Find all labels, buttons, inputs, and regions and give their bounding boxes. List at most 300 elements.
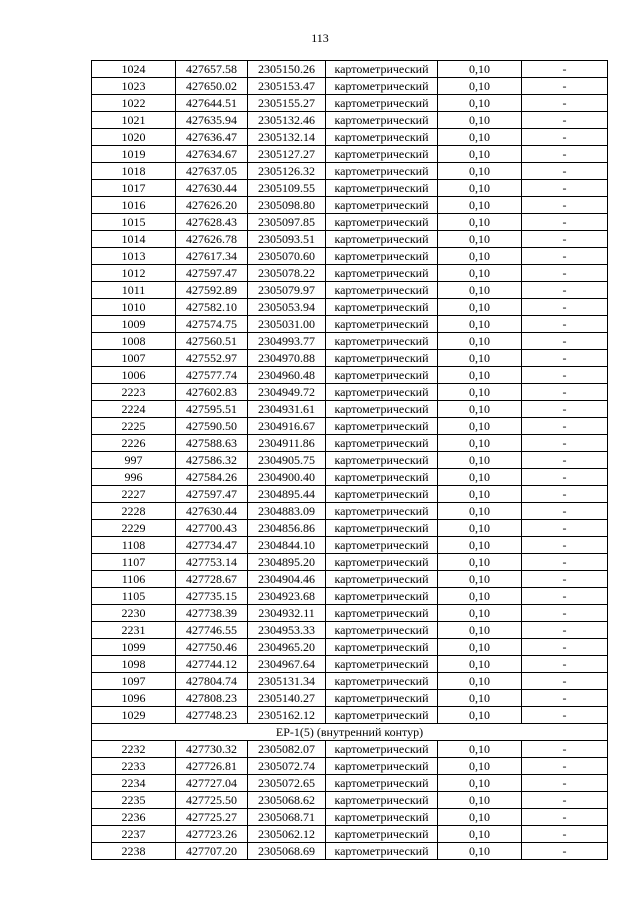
page-number: 113 — [311, 31, 329, 45]
table-row — [92, 333, 608, 350]
point-number-cell: 1106 — [92, 571, 176, 588]
description-cell: - — [522, 775, 608, 792]
accuracy-cell: 0,10 — [438, 231, 522, 248]
table-row — [92, 639, 608, 656]
description-cell: - — [522, 503, 608, 520]
x-coordinate-cell: 427644.51 — [176, 95, 248, 112]
table-row — [92, 809, 608, 826]
method-cell: картометрический — [326, 367, 438, 384]
accuracy-cell: 0,10 — [438, 350, 522, 367]
accuracy-cell: 0,10 — [438, 418, 522, 435]
y-coordinate-cell: 2305109.55 — [248, 180, 326, 197]
x-coordinate-cell: 427560.51 — [176, 333, 248, 350]
table-row — [92, 469, 608, 486]
point-number-cell: 1008 — [92, 333, 176, 350]
description-cell: - — [522, 112, 608, 129]
x-coordinate-cell: 427650.02 — [176, 78, 248, 95]
point-number-cell: 2229 — [92, 520, 176, 537]
table-row — [92, 673, 608, 690]
description-cell: - — [522, 452, 608, 469]
x-coordinate-cell: 427657.58 — [176, 61, 248, 78]
y-coordinate-cell: 2305126.32 — [248, 163, 326, 180]
point-number-cell: 1016 — [92, 197, 176, 214]
method-cell: картометрический — [326, 350, 438, 367]
point-number-cell: 1015 — [92, 214, 176, 231]
method-cell: картометрический — [326, 112, 438, 129]
table-row — [92, 452, 608, 469]
y-coordinate-cell: 2304895.20 — [248, 554, 326, 571]
y-coordinate-cell: 2305070.60 — [248, 248, 326, 265]
accuracy-cell: 0,10 — [438, 333, 522, 350]
table-body-outer-contour — [92, 61, 608, 724]
x-coordinate-cell: 427753.14 — [176, 554, 248, 571]
description-cell: - — [522, 418, 608, 435]
method-cell: картометрический — [326, 656, 438, 673]
x-coordinate-cell: 427636.47 — [176, 129, 248, 146]
accuracy-cell: 0,10 — [438, 639, 522, 656]
description-cell: - — [522, 605, 608, 622]
y-coordinate-cell: 2304970.88 — [248, 350, 326, 367]
description-cell: - — [522, 367, 608, 384]
accuracy-cell: 0,10 — [438, 197, 522, 214]
table-row — [92, 588, 608, 605]
accuracy-cell: 0,10 — [438, 622, 522, 639]
y-coordinate-cell: 2305150.26 — [248, 61, 326, 78]
description-cell: - — [522, 673, 608, 690]
y-coordinate-cell: 2304911.86 — [248, 435, 326, 452]
y-coordinate-cell: 2305153.47 — [248, 78, 326, 95]
point-number-cell: 2224 — [92, 401, 176, 418]
point-number-cell: 2223 — [92, 384, 176, 401]
point-number-cell: 1029 — [92, 707, 176, 724]
y-coordinate-cell: 2305162.12 — [248, 707, 326, 724]
point-number-cell: 1096 — [92, 690, 176, 707]
description-cell: - — [522, 282, 608, 299]
description-cell: - — [522, 265, 608, 282]
method-cell: картометрический — [326, 95, 438, 112]
y-coordinate-cell: 2305068.69 — [248, 843, 326, 860]
point-number-cell: 997 — [92, 452, 176, 469]
table-row — [92, 435, 608, 452]
method-cell: картометрический — [326, 333, 438, 350]
table-row — [92, 690, 608, 707]
description-cell: - — [522, 758, 608, 775]
y-coordinate-cell: 2304993.77 — [248, 333, 326, 350]
table-row — [92, 163, 608, 180]
point-number-cell: 1097 — [92, 673, 176, 690]
x-coordinate-cell: 427735.15 — [176, 588, 248, 605]
table-body-inner-contour — [92, 741, 608, 860]
method-cell: картометрический — [326, 299, 438, 316]
method-cell: картометрический — [326, 758, 438, 775]
x-coordinate-cell: 427744.12 — [176, 656, 248, 673]
method-cell: картометрический — [326, 452, 438, 469]
method-cell: картометрический — [326, 503, 438, 520]
point-number-cell: 1012 — [92, 265, 176, 282]
description-cell: - — [522, 384, 608, 401]
description-cell: - — [522, 180, 608, 197]
description-cell: - — [522, 350, 608, 367]
description-cell: - — [522, 316, 608, 333]
table-row — [92, 316, 608, 333]
method-cell: картометрический — [326, 639, 438, 656]
description-cell: - — [522, 401, 608, 418]
method-cell: картометрический — [326, 690, 438, 707]
y-coordinate-cell: 2304900.40 — [248, 469, 326, 486]
x-coordinate-cell: 427582.10 — [176, 299, 248, 316]
section-row — [92, 724, 608, 741]
y-coordinate-cell: 2305131.34 — [248, 673, 326, 690]
point-number-cell: 2226 — [92, 435, 176, 452]
point-number-cell: 1105 — [92, 588, 176, 605]
y-coordinate-cell: 2305098.80 — [248, 197, 326, 214]
table-row — [92, 554, 608, 571]
y-coordinate-cell: 2304953.33 — [248, 622, 326, 639]
point-number-cell: 1006 — [92, 367, 176, 384]
accuracy-cell: 0,10 — [438, 265, 522, 282]
accuracy-cell: 0,10 — [438, 792, 522, 809]
y-coordinate-cell: 2304856.86 — [248, 520, 326, 537]
y-coordinate-cell: 2305053.94 — [248, 299, 326, 316]
y-coordinate-cell: 2305132.14 — [248, 129, 326, 146]
method-cell: картометрический — [326, 384, 438, 401]
y-coordinate-cell: 2304905.75 — [248, 452, 326, 469]
point-number-cell: 2225 — [92, 418, 176, 435]
x-coordinate-cell: 427734.47 — [176, 537, 248, 554]
x-coordinate-cell: 427730.32 — [176, 741, 248, 758]
accuracy-cell: 0,10 — [438, 248, 522, 265]
description-cell: - — [522, 95, 608, 112]
y-coordinate-cell: 2304883.09 — [248, 503, 326, 520]
description-cell: - — [522, 197, 608, 214]
accuracy-cell: 0,10 — [438, 741, 522, 758]
description-cell: - — [522, 571, 608, 588]
y-coordinate-cell: 2305068.62 — [248, 792, 326, 809]
accuracy-cell: 0,10 — [438, 843, 522, 860]
y-coordinate-cell: 2304923.68 — [248, 588, 326, 605]
method-cell: картометрический — [326, 809, 438, 826]
point-number-cell: 2238 — [92, 843, 176, 860]
method-cell: картометрический — [326, 265, 438, 282]
method-cell: картометрический — [326, 146, 438, 163]
method-cell: картометрический — [326, 61, 438, 78]
table-row — [92, 112, 608, 129]
table-row — [92, 503, 608, 520]
method-cell: картометрический — [326, 78, 438, 95]
x-coordinate-cell: 427635.94 — [176, 112, 248, 129]
table-row — [92, 775, 608, 792]
accuracy-cell: 0,10 — [438, 112, 522, 129]
x-coordinate-cell: 427750.46 — [176, 639, 248, 656]
table-row — [92, 95, 608, 112]
point-number-cell: 1107 — [92, 554, 176, 571]
description-cell: - — [522, 537, 608, 554]
table-row — [92, 792, 608, 809]
description-cell: - — [522, 741, 608, 758]
x-coordinate-cell: 427707.20 — [176, 843, 248, 860]
method-cell: картометрический — [326, 843, 438, 860]
table-row — [92, 146, 608, 163]
table-row — [92, 299, 608, 316]
y-coordinate-cell: 2304895.44 — [248, 486, 326, 503]
table-row — [92, 741, 608, 758]
accuracy-cell: 0,10 — [438, 758, 522, 775]
accuracy-cell: 0,10 — [438, 537, 522, 554]
point-number-cell: 2230 — [92, 605, 176, 622]
accuracy-cell: 0,10 — [438, 316, 522, 333]
y-coordinate-cell: 2304960.48 — [248, 367, 326, 384]
table-row — [92, 248, 608, 265]
y-coordinate-cell: 2305068.71 — [248, 809, 326, 826]
method-cell: картометрический — [326, 316, 438, 333]
table-row — [92, 656, 608, 673]
y-coordinate-cell: 2304967.64 — [248, 656, 326, 673]
accuracy-cell: 0,10 — [438, 571, 522, 588]
x-coordinate-cell: 427637.05 — [176, 163, 248, 180]
y-coordinate-cell: 2305127.27 — [248, 146, 326, 163]
table-row — [92, 282, 608, 299]
y-coordinate-cell: 2304931.61 — [248, 401, 326, 418]
point-number-cell: 1007 — [92, 350, 176, 367]
description-cell: - — [522, 588, 608, 605]
x-coordinate-cell: 427725.50 — [176, 792, 248, 809]
y-coordinate-cell: 2305082.07 — [248, 741, 326, 758]
method-cell: картометрический — [326, 418, 438, 435]
accuracy-cell: 0,10 — [438, 690, 522, 707]
x-coordinate-cell: 427723.26 — [176, 826, 248, 843]
coordinates-table — [91, 60, 608, 860]
description-cell: - — [522, 656, 608, 673]
description-cell: - — [522, 792, 608, 809]
accuracy-cell: 0,10 — [438, 707, 522, 724]
x-coordinate-cell: 427748.23 — [176, 707, 248, 724]
point-number-cell: 2235 — [92, 792, 176, 809]
point-number-cell: 996 — [92, 469, 176, 486]
description-cell: - — [522, 707, 608, 724]
x-coordinate-cell: 427634.67 — [176, 146, 248, 163]
point-number-cell: 1010 — [92, 299, 176, 316]
y-coordinate-cell: 2305132.46 — [248, 112, 326, 129]
point-number-cell: 1013 — [92, 248, 176, 265]
table-row — [92, 180, 608, 197]
table-row — [92, 418, 608, 435]
accuracy-cell: 0,10 — [438, 299, 522, 316]
x-coordinate-cell: 427586.32 — [176, 452, 248, 469]
point-number-cell: 2227 — [92, 486, 176, 503]
method-cell: картометрический — [326, 622, 438, 639]
y-coordinate-cell: 2305062.12 — [248, 826, 326, 843]
x-coordinate-cell: 427626.20 — [176, 197, 248, 214]
method-cell: картометрический — [326, 707, 438, 724]
accuracy-cell: 0,10 — [438, 146, 522, 163]
table-row — [92, 401, 608, 418]
point-number-cell: 2236 — [92, 809, 176, 826]
table-row — [92, 537, 608, 554]
accuracy-cell: 0,10 — [438, 503, 522, 520]
y-coordinate-cell: 2305072.65 — [248, 775, 326, 792]
method-cell: картометрический — [326, 792, 438, 809]
method-cell: картометрический — [326, 826, 438, 843]
table-row — [92, 384, 608, 401]
method-cell: картометрический — [326, 197, 438, 214]
accuracy-cell: 0,10 — [438, 282, 522, 299]
point-number-cell: 2228 — [92, 503, 176, 520]
table-row — [92, 605, 608, 622]
point-number-cell: 1024 — [92, 61, 176, 78]
point-number-cell: 1022 — [92, 95, 176, 112]
point-number-cell: 2232 — [92, 741, 176, 758]
accuracy-cell: 0,10 — [438, 129, 522, 146]
x-coordinate-cell: 427804.74 — [176, 673, 248, 690]
x-coordinate-cell: 427808.23 — [176, 690, 248, 707]
y-coordinate-cell: 2305072.74 — [248, 758, 326, 775]
method-cell: картометрический — [326, 163, 438, 180]
method-cell: картометрический — [326, 129, 438, 146]
accuracy-cell: 0,10 — [438, 163, 522, 180]
point-number-cell: 1020 — [92, 129, 176, 146]
x-coordinate-cell: 427628.43 — [176, 214, 248, 231]
y-coordinate-cell: 2305155.27 — [248, 95, 326, 112]
x-coordinate-cell: 427725.27 — [176, 809, 248, 826]
point-number-cell: 1019 — [92, 146, 176, 163]
description-cell: - — [522, 622, 608, 639]
description-cell: - — [522, 214, 608, 231]
description-cell: - — [522, 435, 608, 452]
method-cell: картометрический — [326, 605, 438, 622]
x-coordinate-cell: 427630.44 — [176, 503, 248, 520]
accuracy-cell: 0,10 — [438, 656, 522, 673]
point-number-cell: 1021 — [92, 112, 176, 129]
description-cell: - — [522, 520, 608, 537]
point-number-cell: 1017 — [92, 180, 176, 197]
accuracy-cell: 0,10 — [438, 469, 522, 486]
description-cell: - — [522, 809, 608, 826]
y-coordinate-cell: 2305078.22 — [248, 265, 326, 282]
y-coordinate-cell: 2305031.00 — [248, 316, 326, 333]
accuracy-cell: 0,10 — [438, 78, 522, 95]
table-row — [92, 214, 608, 231]
y-coordinate-cell: 2305097.85 — [248, 214, 326, 231]
y-coordinate-cell: 2304916.67 — [248, 418, 326, 435]
accuracy-cell: 0,10 — [438, 61, 522, 78]
table-row — [92, 826, 608, 843]
table-row — [92, 231, 608, 248]
method-cell: картометрический — [326, 775, 438, 792]
description-cell: - — [522, 690, 608, 707]
x-coordinate-cell: 427574.75 — [176, 316, 248, 333]
accuracy-cell: 0,10 — [438, 435, 522, 452]
method-cell: картометрический — [326, 401, 438, 418]
description-cell: - — [522, 61, 608, 78]
x-coordinate-cell: 427746.55 — [176, 622, 248, 639]
accuracy-cell: 0,10 — [438, 401, 522, 418]
accuracy-cell: 0,10 — [438, 673, 522, 690]
x-coordinate-cell: 427597.47 — [176, 265, 248, 282]
table-row — [92, 367, 608, 384]
y-coordinate-cell: 2304965.20 — [248, 639, 326, 656]
description-cell: - — [522, 248, 608, 265]
method-cell: картометрический — [326, 554, 438, 571]
table-row — [92, 622, 608, 639]
point-number-cell: 1009 — [92, 316, 176, 333]
description-cell: - — [522, 78, 608, 95]
accuracy-cell: 0,10 — [438, 554, 522, 571]
x-coordinate-cell: 427590.50 — [176, 418, 248, 435]
accuracy-cell: 0,10 — [438, 486, 522, 503]
x-coordinate-cell: 427597.47 — [176, 486, 248, 503]
method-cell: картометрический — [326, 673, 438, 690]
accuracy-cell: 0,10 — [438, 775, 522, 792]
point-number-cell: 2237 — [92, 826, 176, 843]
accuracy-cell: 0,10 — [438, 520, 522, 537]
x-coordinate-cell: 427592.89 — [176, 282, 248, 299]
x-coordinate-cell: 427630.44 — [176, 180, 248, 197]
method-cell: картометрический — [326, 180, 438, 197]
point-number-cell: 2234 — [92, 775, 176, 792]
method-cell: картометрический — [326, 248, 438, 265]
description-cell: - — [522, 231, 608, 248]
accuracy-cell: 0,10 — [438, 180, 522, 197]
y-coordinate-cell: 2304949.72 — [248, 384, 326, 401]
method-cell: картометрический — [326, 231, 438, 248]
x-coordinate-cell: 427726.81 — [176, 758, 248, 775]
method-cell: картометрический — [326, 435, 438, 452]
y-coordinate-cell: 2304904.46 — [248, 571, 326, 588]
method-cell: картометрический — [326, 486, 438, 503]
table-row — [92, 129, 608, 146]
section-title: ЕР-1(5) (внутренний контур) — [92, 724, 608, 741]
table-row — [92, 197, 608, 214]
table-row — [92, 843, 608, 860]
accuracy-cell: 0,10 — [438, 809, 522, 826]
table-row — [92, 265, 608, 282]
point-number-cell: 2231 — [92, 622, 176, 639]
accuracy-cell: 0,10 — [438, 588, 522, 605]
table-row — [92, 61, 608, 78]
table-row — [92, 758, 608, 775]
y-coordinate-cell: 2305079.97 — [248, 282, 326, 299]
table-row — [92, 350, 608, 367]
point-number-cell: 1014 — [92, 231, 176, 248]
description-cell: - — [522, 469, 608, 486]
accuracy-cell: 0,10 — [438, 214, 522, 231]
y-coordinate-cell: 2304932.11 — [248, 605, 326, 622]
point-number-cell: 1023 — [92, 78, 176, 95]
description-cell: - — [522, 129, 608, 146]
x-coordinate-cell: 427584.26 — [176, 469, 248, 486]
description-cell: - — [522, 163, 608, 180]
x-coordinate-cell: 427728.67 — [176, 571, 248, 588]
description-cell: - — [522, 554, 608, 571]
x-coordinate-cell: 427595.51 — [176, 401, 248, 418]
method-cell: картометрический — [326, 588, 438, 605]
method-cell: картометрический — [326, 282, 438, 299]
description-cell: - — [522, 826, 608, 843]
description-cell: - — [522, 486, 608, 503]
point-number-cell: 1099 — [92, 639, 176, 656]
method-cell: картометрический — [326, 214, 438, 231]
method-cell: картометрический — [326, 469, 438, 486]
x-coordinate-cell: 427602.83 — [176, 384, 248, 401]
accuracy-cell: 0,10 — [438, 826, 522, 843]
description-cell: - — [522, 639, 608, 656]
y-coordinate-cell: 2305093.51 — [248, 231, 326, 248]
x-coordinate-cell: 427552.97 — [176, 350, 248, 367]
method-cell: картометрический — [326, 741, 438, 758]
accuracy-cell: 0,10 — [438, 452, 522, 469]
description-cell: - — [522, 843, 608, 860]
table-row — [92, 486, 608, 503]
